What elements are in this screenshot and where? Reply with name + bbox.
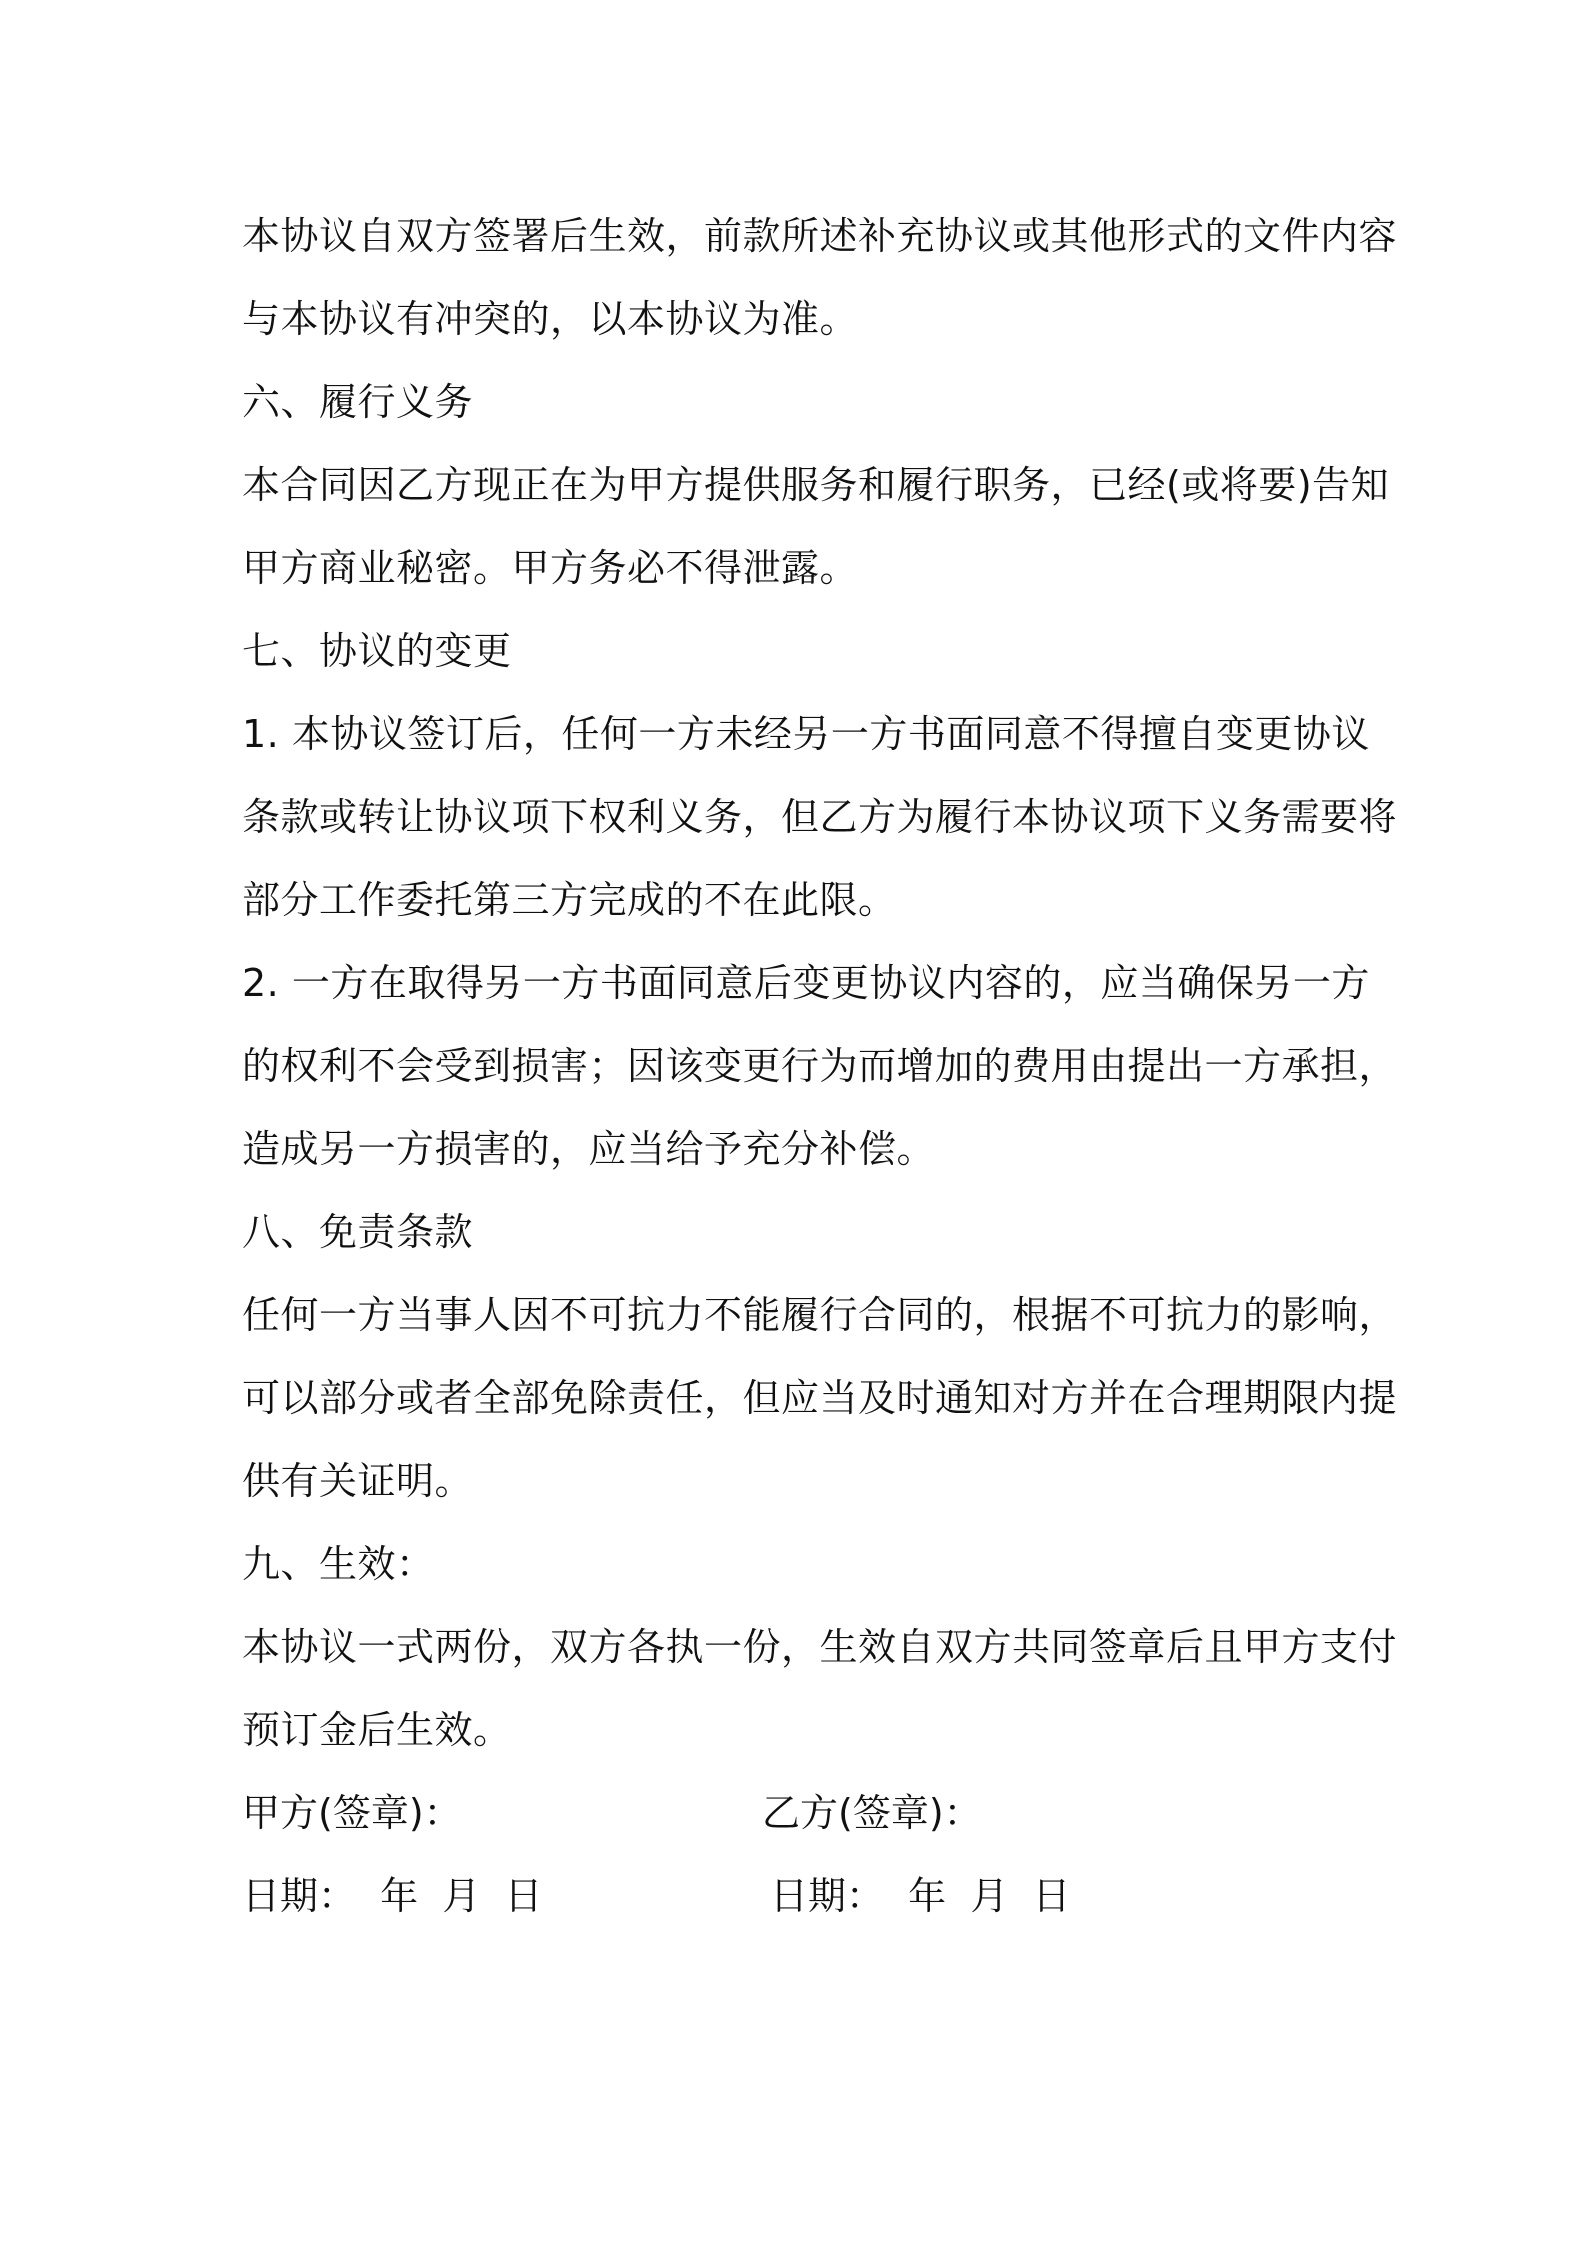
date-row (242, 1855, 1362, 1938)
party-a-signature-label: 甲方(签章)： (242, 1791, 462, 1835)
text-line: 任何一方当事人因不可抗力不能履行合同的，根据不可抗力的影响， (242, 1293, 1398, 1337)
text-line: 2. 一方在取得另一方书面同意后变更协议内容的，应当确保另一方 (242, 961, 1370, 1005)
party-b-signature-label: 乙方(签章)： (762, 1791, 982, 1835)
section-heading: 八、免责条款 (242, 1210, 474, 1254)
party-a-date-label: 日期： 年 月 日 (242, 1874, 543, 1918)
text-line: 甲方商业秘密。甲方务必不得泄露。 (242, 546, 859, 590)
text-line: 本合同因乙方现正在为甲方提供服务和履行职务，已经(或将要)告知 (242, 463, 1390, 507)
section-heading: 九、生效： (242, 1542, 435, 1586)
section-heading: 七、协议的变更 (242, 629, 512, 673)
text-line: 本协议一式两份，双方各执一份，生效自双方共同签章后且甲方支付 (242, 1625, 1398, 1669)
document-body (242, 195, 1398, 1938)
text-line: 条款或转让协议项下权利义务，但乙方为履行本协议项下义务需要将 (242, 795, 1398, 839)
party-b-date-label: 日期： 年 月 日 (770, 1874, 1071, 1918)
text-line: 部分工作委托第三方完成的不在此限。 (242, 878, 897, 922)
text-line: 1. 本协议签订后，任何一方未经另一方书面同意不得擅自变更协议 (242, 712, 1370, 756)
text-line: 本协议自双方签署后生效，前款所述补充协议或其他形式的文件内容 (242, 214, 1398, 258)
signature-row (242, 1772, 1362, 1855)
text-line: 的权利不会受到损害；因该变更行为而增加的费用由提出一方承担， (242, 1044, 1398, 1088)
section-heading: 六、履行义务 (242, 380, 474, 424)
text-line: 可以部分或者全部免除责任，但应当及时通知对方并在合理期限内提 (242, 1376, 1398, 1420)
text-line: 造成另一方损害的，应当给予充分补偿。 (242, 1127, 936, 1171)
text-line: 与本协议有冲突的，以本协议为准。 (242, 297, 859, 341)
text-line: 预订金后生效。 (242, 1708, 512, 1752)
text-line: 供有关证明。 (242, 1459, 474, 1503)
